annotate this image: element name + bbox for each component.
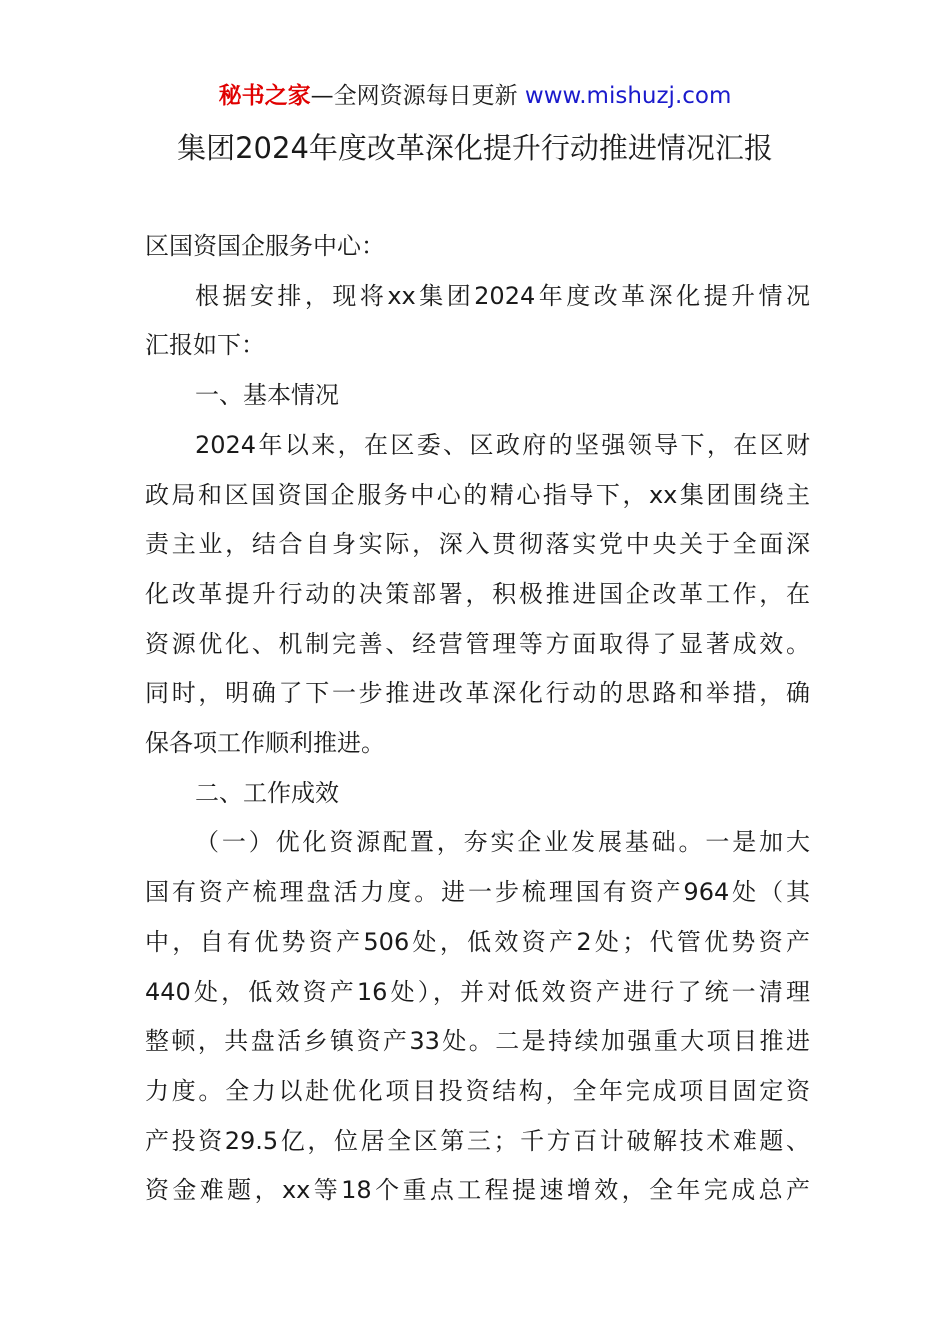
salutation	[145, 222, 810, 272]
section-heading-basic	[145, 371, 810, 421]
intro-paragraph	[145, 272, 810, 371]
text-line: 根据安排，现将xx集团2024年度改革深化提升情况	[195, 281, 810, 310]
text-line: 产投资29.5亿，位居全区第三；千方百计破解技术难题、	[145, 1126, 810, 1155]
text-line: 化改革提升行动的决策部署，积极推进国企改革工作，在	[145, 579, 810, 608]
text-line: 责主业，结合自身实际，深入贯彻落实党中央关于全面深	[145, 530, 810, 559]
text-line: 440处，低效资产16处），并对低效资产进行了统一清理	[145, 977, 810, 1006]
document-title: 集团2024年度改革深化提升行动推进情况汇报	[177, 131, 773, 165]
text-line: 一、基本情况	[195, 381, 339, 410]
section-basic-paragraph	[145, 421, 810, 769]
site-slogan: —全网资源每日更新	[310, 83, 518, 109]
text-line: 力度。全力以赴优化项目投资结构，全年完成项目固定资	[145, 1076, 810, 1105]
text-line: 政局和区国资国企服务中心的精心指导下，xx集团围绕主	[145, 480, 810, 509]
site-url-link[interactable]: www.mishuzj.com	[524, 83, 732, 109]
text-line: 二、工作成效	[195, 778, 339, 807]
text-line: 汇报如下：	[145, 331, 265, 360]
text-line: 同时，明确了下一步推进改革深化行动的思路和举措，确	[145, 679, 810, 708]
site-header	[0, 80, 950, 112]
section-results-paragraph	[145, 818, 810, 1216]
text-line: 2024年以来，在区委、区政府的坚强领导下，在区财	[195, 430, 810, 459]
text-line: 国有资产梳理盘活力度。进一步梳理国有资产964处（其	[145, 878, 810, 907]
section-heading-results	[145, 769, 810, 819]
text-line: （一）优化资源配置，夯实企业发展基础。一是加大	[195, 828, 810, 857]
text-line: 中，自有优势资产506处，低效资产2处；代管优势资产	[145, 927, 810, 956]
text-line: 资金难题，xx等18个重点工程提速增效，全年完成总产	[145, 1176, 810, 1205]
text-line: 保各项工作顺利推进。	[145, 729, 385, 758]
document-body	[145, 222, 810, 1216]
text-line: 区国资国企服务中心：	[145, 232, 385, 260]
text-line: 资源优化、机制完善、经营管理等方面取得了显著成效。	[145, 629, 810, 658]
text-line: 整顿，共盘活乡镇资产33处。二是持续加强重大项目推进	[145, 1027, 810, 1056]
brand-name: 秘书之家	[218, 83, 311, 109]
